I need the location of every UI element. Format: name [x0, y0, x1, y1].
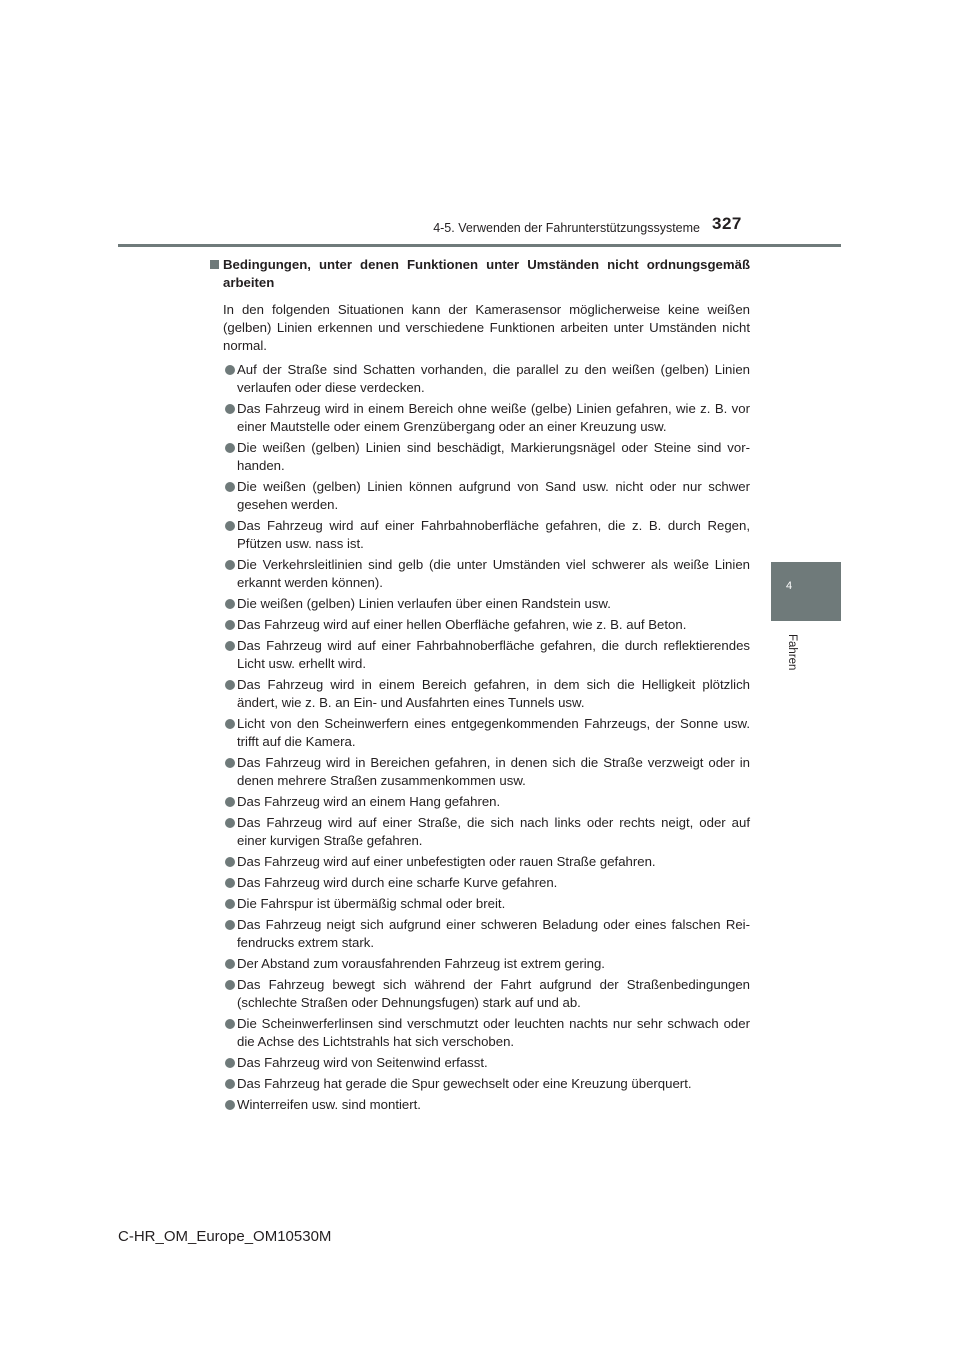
list-item: [210, 400, 750, 436]
chapter-tab: [771, 562, 841, 621]
circle-bullet-icon: [225, 443, 235, 453]
list-item-text: Auf der Straße sind Schatten vorhanden, die parallel zu den weißen (gelben) Linien verlaufen oder diese verdecken.: [237, 362, 750, 395]
circle-bullet-icon: [225, 404, 235, 414]
list-item-text: Das Fahrzeug wird von Seitenwind erfasst.: [237, 1055, 488, 1070]
circle-bullet-icon: [225, 560, 235, 570]
circle-bullet-icon: [225, 878, 235, 888]
circle-bullet-icon: [225, 482, 235, 492]
list-item-text: Die Fahrspur ist übermäßig schmal oder breit.: [237, 896, 506, 911]
list-item-text: Die weißen (gelben) Linien sind beschädigt, Markierungsnägel oder Steine sind vor-handen.: [237, 440, 750, 473]
list-item: [210, 754, 750, 790]
circle-bullet-icon: [225, 980, 235, 990]
list-item: [210, 361, 750, 397]
circle-bullet-icon: [225, 365, 235, 375]
list-item-text: Die weißen (gelben) Linien können aufgrund von Sand usw. nicht oder nur schwer gesehen werden.: [237, 479, 750, 512]
list-item-text: Winterreifen usw. sind montiert.: [237, 1097, 421, 1112]
list-item-text: Das Fahrzeug wird auf einer hellen Oberfläche gefahren, wie z. B. auf Beton.: [237, 617, 687, 632]
list-item: [210, 976, 750, 1012]
list-item: [210, 814, 750, 850]
list-item: [210, 676, 750, 712]
list-item: [210, 916, 750, 952]
list-item-text: Das Fahrzeug wird in Bereichen gefahren, in denen sich die Straße verzweigt oder in denen mehrere Straßen zusammenkommen usw.: [237, 755, 750, 788]
circle-bullet-icon: [225, 920, 235, 930]
list-item-text: Das Fahrzeug wird auf einer Fahrbahnoberfläche gefahren, die z. B. durch Regen, Pfützen usw. nass ist.: [237, 518, 750, 551]
list-item: [210, 517, 750, 553]
circle-bullet-icon: [225, 899, 235, 909]
circle-bullet-icon: [225, 857, 235, 867]
list-item-text: Das Fahrzeug wird in einem Bereich gefahren, in dem sich die Helligkeit plötzlich ändert, wie z. B. an Ein- und Ausfahrten eines Tunnels usw.: [237, 677, 750, 710]
list-item-text: Das Fahrzeug bewegt sich während der Fahrt aufgrund der Straßenbedingungen (schlechte Straßen oder Dehnungsfugen) stark auf und ab.: [237, 977, 750, 1010]
section-heading: [210, 256, 750, 292]
list-item-text: Das Fahrzeug wird an einem Hang gefahren.: [237, 794, 501, 809]
list-item-text: Der Abstand zum vorausfahrenden Fahrzeug ist extrem gering.: [237, 956, 605, 971]
condition-list: [210, 361, 750, 1114]
list-item: [210, 1054, 750, 1072]
circle-bullet-icon: [225, 620, 235, 630]
document-id: C-HR_OM_Europe_OM10530M: [118, 1228, 332, 1245]
intro-paragraph: In den folgenden Situationen kann der Kamerasensor möglicherweise keine weißen (gelben) Linien erkennen und verschiedene Funktionen arbeiten unter Umständen nicht normal.: [223, 302, 750, 353]
list-item-text: Das Fahrzeug wird in einem Bereich ohne weiße (gelbe) Linien gefahren, wie z. B. vor einer Mautstelle oder einem Grenzübergang oder an einer Kreuzung usw.: [237, 401, 750, 434]
circle-bullet-icon: [225, 719, 235, 729]
circle-bullet-icon: [225, 641, 235, 651]
list-item: [210, 955, 750, 973]
list-item: [210, 595, 750, 613]
list-item-text: Das Fahrzeug wird auf einer unbefestigten oder rauen Straße gefahren.: [237, 854, 656, 869]
list-item: [210, 715, 750, 751]
list-item-text: Das Fahrzeug neigt sich aufgrund einer schweren Beladung oder eines falschen Rei-fendrucks extrem stark.: [237, 917, 750, 950]
list-item: [210, 895, 750, 913]
circle-bullet-icon: [225, 797, 235, 807]
list-item: [210, 478, 750, 514]
circle-bullet-icon: [225, 599, 235, 609]
list-item: [210, 439, 750, 475]
circle-bullet-icon: [225, 521, 235, 531]
chapter-tab-number: 4: [786, 580, 793, 592]
circle-bullet-icon: [225, 818, 235, 828]
circle-bullet-icon: [225, 1100, 235, 1110]
list-item: [210, 1015, 750, 1051]
list-item-text: Das Fahrzeug wird auf einer Fahrbahnoberfläche gefahren, die durch reflektierendes Licht usw. erhellt wird.: [237, 638, 750, 671]
list-item-text: Die Scheinwerferlinsen sind verschmutzt oder leuchten nachts nur sehr schwach oder die Achse des Lichtstrahls hat sich verschoben.: [237, 1016, 750, 1049]
list-item-text: Das Fahrzeug hat gerade die Spur gewechselt oder eine Kreuzung überquert.: [237, 1076, 692, 1091]
list-item-text: Das Fahrzeug wird durch eine scharfe Kurve gefahren.: [237, 875, 558, 890]
list-item-text: Die weißen (gelben) Linien verlaufen über einen Randstein usw.: [237, 596, 611, 611]
list-item: [210, 1096, 750, 1114]
section-heading-text: Bedingungen, unter denen Funktionen unter Umständen nicht ordnungsgemäß arbeiten: [223, 257, 750, 290]
chapter-tab-label: Fahren: [786, 634, 798, 671]
list-item: [210, 853, 750, 871]
circle-bullet-icon: [225, 758, 235, 768]
circle-bullet-icon: [225, 1058, 235, 1068]
main-content: [210, 256, 750, 1117]
running-header-section: 4-5. Verwenden der Fahrunterstützungssysteme: [433, 221, 700, 235]
list-item-text: Das Fahrzeug wird auf einer Straße, die sich nach links oder rechts neigt, oder auf einer kurvigen Straße gefahren.: [237, 815, 750, 848]
circle-bullet-icon: [225, 959, 235, 969]
list-item: [210, 1075, 750, 1093]
list-item: [210, 637, 750, 673]
square-bullet-icon: [210, 260, 219, 269]
list-item: [210, 793, 750, 811]
list-item-text: Die Verkehrsleitlinien sind gelb (die unter Umständen viel schwerer als weiße Linien erkannt werden können).: [237, 557, 750, 590]
list-item: [210, 556, 750, 592]
list-item: [210, 874, 750, 892]
page-number: 327: [712, 214, 742, 233]
list-item-text: Licht von den Scheinwerfern eines entgegenkommenden Fahrzeugs, der Sonne usw. trifft auf die Kamera.: [237, 716, 750, 749]
list-item: [210, 616, 750, 634]
circle-bullet-icon: [225, 680, 235, 690]
header-divider: [118, 244, 841, 247]
circle-bullet-icon: [225, 1079, 235, 1089]
circle-bullet-icon: [225, 1019, 235, 1029]
